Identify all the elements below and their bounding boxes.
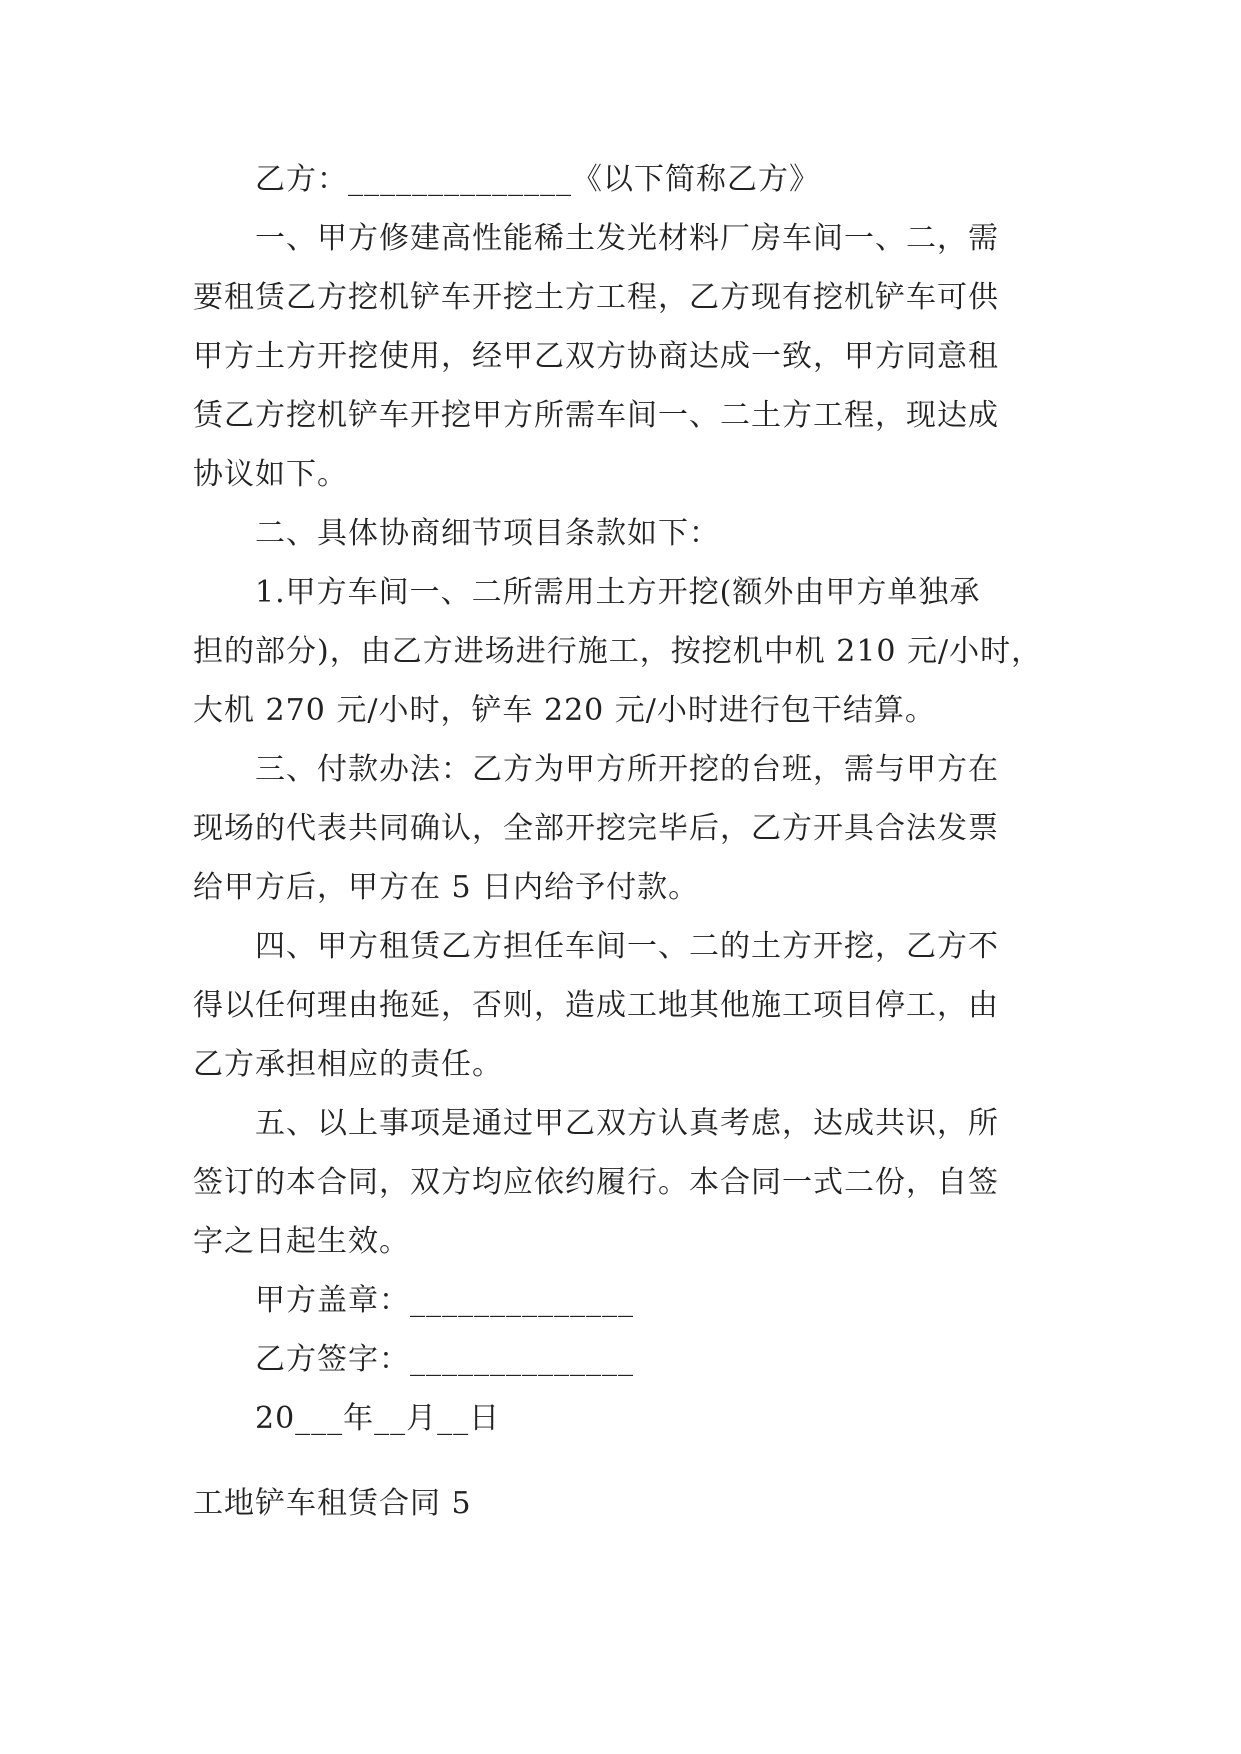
text-line: 给甲方后，甲方在 5 日内给予付款。 [193, 870, 700, 905]
text-line: 得以任何理由拖延，否则，造成工地其他施工项目停工，由 [193, 988, 999, 1023]
text-line: 20___年__月__日 [255, 1401, 501, 1436]
text-line: 协议如下。 [193, 457, 348, 492]
text-line: 甲方土方开挖使用，经甲乙双方协商达成一致，甲方同意租 [193, 339, 999, 374]
next-contract-title: 工地铲车租赁合同 5 [193, 1486, 472, 1521]
text-line: 乙方承担相应的责任。 [193, 1047, 503, 1082]
text-line: 二、具体协商细节项目条款如下： [255, 516, 720, 551]
text-line: 1.甲方车间一、二所需用土方开挖(额外由甲方单独承 [255, 575, 981, 610]
text-line: 大机 270 元/小时，铲车 220 元/小时进行包干结算。 [193, 693, 936, 728]
text-line: 赁乙方挖机铲车开挖甲方所需车间一、二土方工程，现达成 [193, 398, 999, 433]
text-line: 字之日起生效。 [193, 1224, 410, 1259]
text-line: 现场的代表共同确认，全部开挖完毕后，乙方开具合法发票 [193, 811, 999, 846]
text-line: 签订的本合同，双方均应依约履行。本合同一式二份，自签 [193, 1165, 999, 1200]
text-line: 五、以上事项是通过甲乙双方认真考虑，达成共识，所 [255, 1106, 999, 1141]
contract-body [193, 160, 1055, 1458]
text-line: 三、付款办法：乙方为甲方所开挖的台班，需与甲方在 [255, 752, 999, 787]
text-line: 乙方签字：______________ [255, 1342, 634, 1377]
text-line: 要租赁乙方挖机铲车开挖土方工程，乙方现有挖机铲车可供 [193, 280, 999, 315]
text-line: 担的部分)，由乙方进场进行施工，按挖机中机 210 元/小时， [193, 634, 1043, 669]
text-line: 甲方盖章：______________ [255, 1283, 634, 1318]
text-line: 一、甲方修建高性能稀土发光材料厂房车间一、二，需 [255, 221, 999, 256]
text-line: 乙方：______________《以下简称乙方》 [255, 162, 820, 197]
text-line: 四、甲方租赁乙方担任车间一、二的土方开挖，乙方不 [255, 929, 999, 964]
